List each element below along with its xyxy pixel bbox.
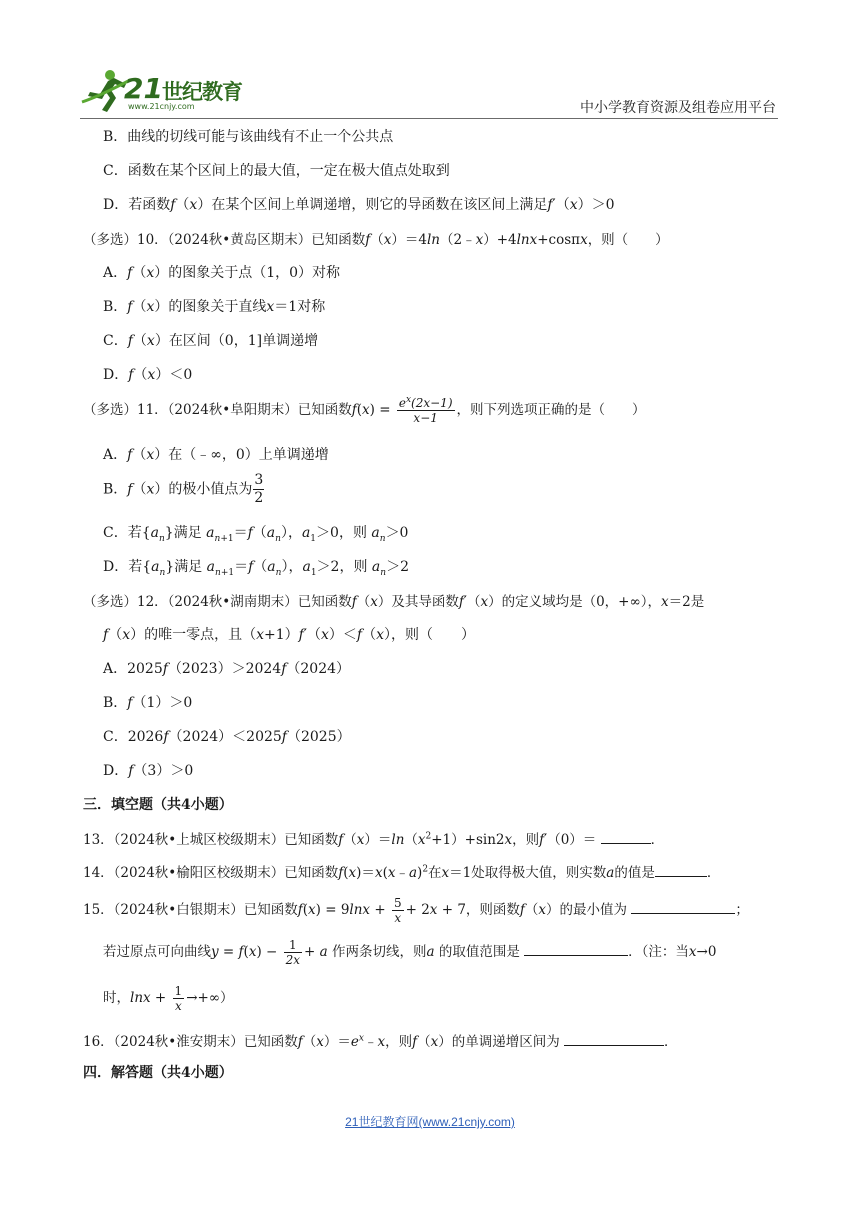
q10-stem: （多选）10．（2024秋•黄岛区期末）已知函数f（x）＝4ln（2﹣x）+4lnx+cosπx，则（ ） [83,232,669,248]
q12-stem-line2: f（x）的唯一零点，且（x+1）f′（x）＜f（x），则（ ） [103,627,476,643]
q15-line3: 时，lnx + $\frac{1}{x}$ →+∞） [103,984,234,1013]
q12-stem: （多选）12．（2024秋•湖南期末）已知函数f（x）及其导函数f′（x）的定义域均是（0，+∞），x＝2是 [83,594,705,610]
q15-stem: 15．（2024秋•白银期末）已知函数f(x) = 9lnx + $\frac{5}{x}$ + 2x + 7，则函数f（x）的最小值为 ； [83,896,749,925]
q16-answer-blank[interactable] [564,1031,664,1046]
q9-option-d: D．若函数f（x）在某个区间上单调递增，则它的导函数在该区间上满足f′（x）＞0 [103,197,615,213]
q10-option-d: D．f（x）＜0 [103,367,193,383]
header-platform-text: 中小学教育资源及组卷应用平台 [580,100,776,116]
q15-min-value-blank[interactable] [631,899,735,914]
q15-range-blank[interactable] [524,941,628,956]
q12-option-b: B．f（1）＞0 [103,695,193,711]
q13-answer-blank[interactable] [601,829,651,844]
footer-link[interactable]: 21世纪教育网(www.21cnjy.com) [345,1115,515,1129]
q11-formula-fraction: $\frac{e^x(2x-1)}{x-1}$ [398,395,453,425]
section-title-solve: 四．解答题（共4小题） [83,1065,233,1081]
q12-option-a: A．2025f（2023）＞2024f（2024） [103,661,351,677]
q10-option-c: C．f（x）在区间（0，1]单调递增 [103,333,319,349]
q15-fraction-1-over-x: $\frac{1}{x}$ [174,984,183,1013]
q14-answer-blank[interactable] [655,862,707,877]
q12-option-d: D．f（3）＞0 [103,763,194,779]
q9-option-b: B．曲线的切线可能与该曲线有不止一个公共点 [103,129,394,145]
q16-stem: 16．（2024秋•淮安期末）已知函数$f(x)=e^x﹣x$，则f（x）的单调递增区间为 ． [83,1030,678,1050]
q11-stem: （多选）11．（2024秋•阜阳期末）已知函数f(x) = $\frac{e^x(2x-1)}{x-1}$ ，则下列选项正确的是（ ） [83,395,646,425]
q15-fraction-5-over-x: $\frac{5}{x}$ [393,896,402,925]
logo-text: 世纪教育 [162,80,242,104]
header-logo [80,66,250,116]
logo-url: www.21cnjy.com [128,102,195,111]
q15-fraction-1-over-2x: $\frac{1}{2x}$ [285,938,301,967]
q12-option-c: C．2026f（2024）＜2025f（2025） [103,729,351,745]
q11-option-a: A．f（x）在（﹣∞，0）上单调递增 [103,447,329,463]
logo-number: 21 [124,72,163,105]
q11-option-c: C．若$\{a_n\}$满足 $a_{n+1}=f(a_n)$，$a_1>0$，则 $a_n>0$ [103,525,409,544]
q13-stem: 13．（2024秋•上城区校级期末）已知函数$f(x)=\ln(x^2+1)+\sin 2x$，则f′（0）＝ ． [83,828,664,848]
q14-stem: 14．（2024秋•榆阳区校级期末）已知函数f(x)＝x(x﹣a)$^2$在x＝1处取得极大值，则实数a的值是 ． [83,861,720,881]
q11-option-d: D．若$\{a_n\}$满足 $a_{n+1}=f(a_n)$，$a_1>2$，则 $a_n>2$ [103,559,409,578]
q9-option-c: C．函数在某个区间上的最大值，一定在极大值点处取到 [103,163,450,179]
q15-line2: 若过原点可向曲线y = f(x) − $\frac{1}{2x}$ + a 作两条切线，则a 的取值范围是 ．（注：当x→0 [103,938,717,967]
q11-option-b: B．f（x）的极小值点为 $\frac{3}{2}$ [103,472,264,506]
q10-option-a: A．f（x）的图象关于点（1，0）对称 [103,265,341,281]
header-divider [80,118,778,119]
q10-option-b: B．f（x）的图象关于直线x＝1对称 [103,299,326,315]
section-title-fill-blank: 三．填空题（共4小题） [83,797,233,813]
